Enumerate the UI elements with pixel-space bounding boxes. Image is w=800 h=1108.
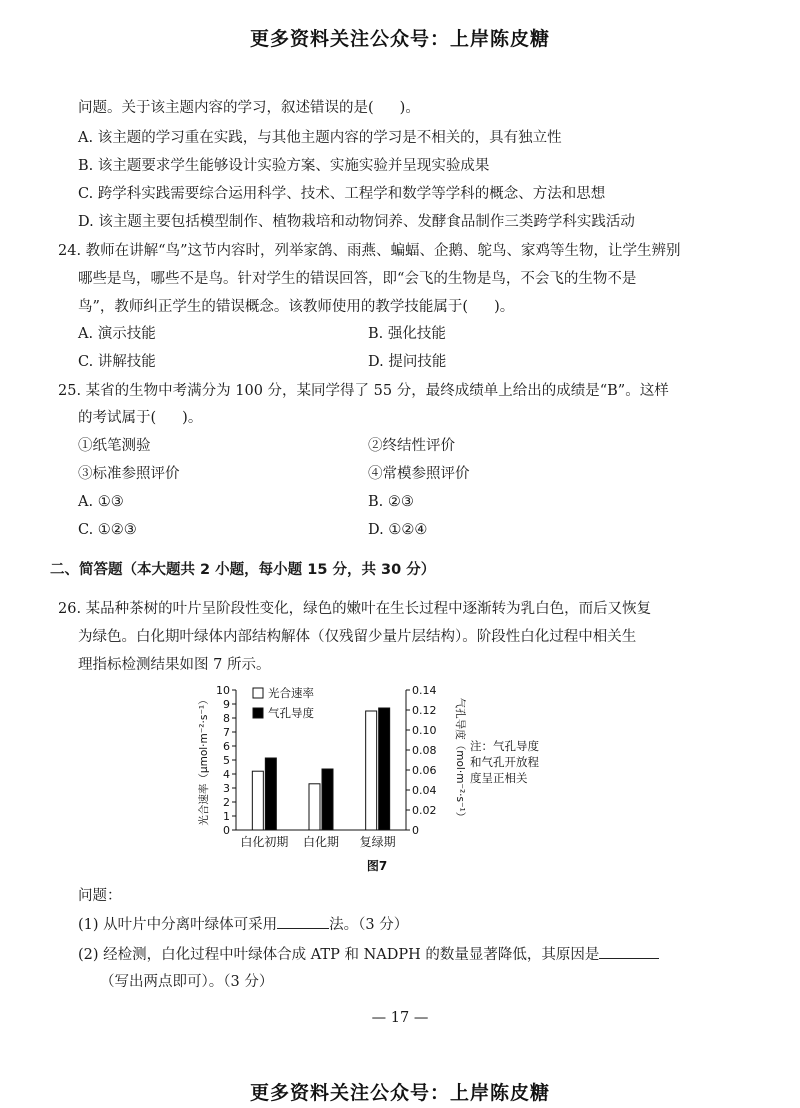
- x-tick-label: 白化初期: [240, 835, 289, 849]
- q25-line2: 的考试属于( )。: [78, 410, 203, 426]
- y-tick-label: 4: [223, 768, 230, 781]
- y-tick-label: 10: [216, 684, 230, 697]
- q25-item-2: ②终结性评价: [368, 438, 455, 454]
- q25-item-1: ①纸笔测验: [78, 438, 151, 454]
- page-number: — 17 —: [371, 1010, 429, 1026]
- q25-option-a: A. ①③: [78, 494, 124, 510]
- y2-tick-label: 0.06: [412, 764, 437, 777]
- q25-option-d: D. ①②④: [368, 522, 428, 538]
- chart-note: 和气孔开放程: [470, 755, 539, 769]
- legend-swatch: [253, 688, 263, 698]
- y-tick-label: 0: [223, 824, 230, 837]
- y2-axis-title: 气孔导度（mol·m⁻²·s⁻¹）: [454, 697, 466, 823]
- q25-item-3: ③标准参照评价: [78, 466, 180, 482]
- bar-stomatal: [322, 769, 333, 830]
- bar-photosynthesis: [252, 771, 263, 830]
- q24-line3: 鸟”，教师纠正学生的错误概念。该教师使用的教学技能属于( )。: [78, 299, 515, 315]
- q23-option-d: D. 该主题主要包括模型制作、植物栽培和动物饲养、发酵食品制作三类跨学科实践活动: [78, 214, 635, 230]
- header-banner: 更多资料关注公众号：上岸陈皮糖: [249, 28, 550, 50]
- q23-option-a: A. 该主题的学习重在实践，与其他主题内容的学习是不相关的，具有独立性: [78, 130, 562, 146]
- bar-stomatal: [265, 758, 276, 830]
- answer-blank-2[interactable]: [599, 944, 659, 959]
- y2-tick-label: 0.14: [412, 684, 437, 697]
- chart-note: 注：气孔导度: [470, 739, 539, 753]
- bar-stomatal: [379, 708, 390, 830]
- q26-sub1: (1) 从叶片中分离叶绿体可采用 法。（3 分）: [78, 914, 408, 935]
- q26-sub2: (2) 经检测，白化过程中叶绿体合成 ATP 和 NADPH 的数量显著降低，其原因是: [78, 944, 659, 965]
- y-tick-label: 9: [223, 698, 230, 711]
- q23-option-c: C. 跨学科实践需要综合运用科学、技术、工程学和数学等学科的概念、方法和思想: [78, 186, 606, 202]
- y2-tick-label: 0: [412, 824, 419, 837]
- q24-line1: 24. 教师在讲解“鸟”这节内容时，列举家鸽、雨燕、蝙蝠、企鹅、鸵鸟、家鸡等生物，让学生辨别: [58, 243, 681, 259]
- q24-option-b: B. 强化技能: [368, 326, 446, 342]
- x-tick-label: 复绿期: [359, 835, 396, 849]
- q24-line2: 哪些是鸟，哪些不是鸟。针对学生的错误回答，即“会飞的生物是鸟，不会飞的生物不是: [78, 271, 637, 287]
- q26-line1: 26. 某品种茶树的叶片呈阶段性变化，绿色的嫩叶在生长过程中逐渐转为乳白色，而后又恢复: [58, 601, 652, 617]
- q26-line3: 理指标检测结果如图 7 所示。: [78, 657, 271, 673]
- bar-photosynthesis: [309, 784, 320, 830]
- y-tick-label: 8: [223, 712, 230, 725]
- bar-photosynthesis: [366, 711, 377, 830]
- q25-option-c: C. ①②③: [78, 522, 137, 538]
- y-tick-label: 5: [223, 754, 230, 767]
- q25-option-b: B. ②③: [368, 494, 414, 510]
- figure-caption: 图7: [366, 859, 388, 873]
- questions-label: 问题：: [78, 888, 122, 904]
- y2-tick-label: 0.12: [412, 704, 437, 717]
- legend-label: 光合速率: [268, 686, 314, 700]
- footer-banner: 更多资料关注公众号：上岸陈皮糖: [249, 1082, 550, 1104]
- chart-note: 度呈正相关: [470, 771, 528, 785]
- answer-blank-1[interactable]: [277, 914, 329, 929]
- q26-sub2-cont: （写出两点即可）。（3 分）: [100, 974, 274, 990]
- y2-tick-label: 0.04: [412, 784, 437, 797]
- y2-tick-label: 0.08: [412, 744, 437, 757]
- q23-option-b: B. 该主题要求学生能够设计实验方案、实施实验并呈现实验成果: [78, 158, 490, 174]
- q26-line2: 为绿色。白化期叶绿体内部结构解体（仅残留少量片层结构）。阶段性白化过程中相关生: [78, 629, 637, 645]
- q23-stem: 问题。关于该主题内容的学习，叙述错误的是( )。: [78, 100, 420, 116]
- x-tick-label: 白化期: [302, 835, 340, 849]
- section-heading: 二、简答题（本大题共 2 小题，每小题 15 分，共 30 分）: [50, 562, 436, 578]
- q25-line1: 25. 某省的生物中考满分为 100 分，某同学得了 55 分，最终成绩单上给出的成绩是“B”。这样: [58, 383, 669, 399]
- y-tick-label: 2: [223, 796, 230, 809]
- y-tick-label: 3: [223, 782, 230, 795]
- q24-option-c: C. 讲解技能: [78, 354, 156, 370]
- figure-7-chart: [195, 680, 595, 875]
- q24-option-a: A. 演示技能: [78, 326, 156, 342]
- y-tick-label: 6: [223, 740, 230, 753]
- y-tick-label: 1: [223, 810, 230, 823]
- legend-label: 气孔导度: [268, 706, 314, 720]
- y2-tick-label: 0.10: [412, 724, 437, 737]
- legend-swatch: [253, 708, 263, 718]
- y2-tick-label: 0.02: [412, 804, 437, 817]
- q25-item-4: ④常模参照评价: [368, 466, 470, 482]
- q24-option-d: D. 提问技能: [368, 354, 447, 370]
- y-axis-title: 光合速率（μmol·m⁻²·s⁻¹）: [198, 694, 210, 826]
- y-tick-label: 7: [223, 726, 230, 739]
